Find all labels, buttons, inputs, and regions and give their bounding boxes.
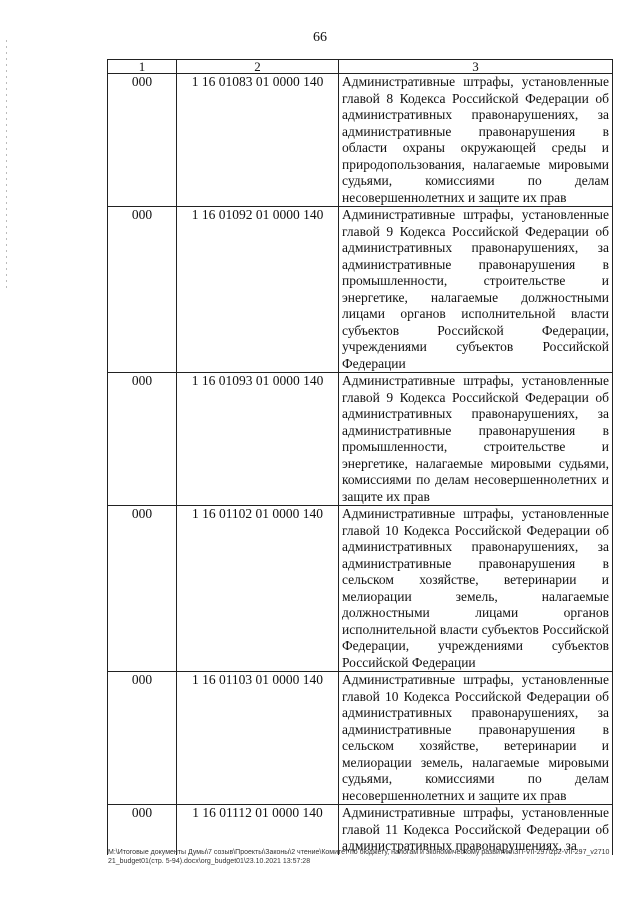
kbk-code-cell: 1 16 01112 01 0000 140	[177, 805, 339, 855]
table-row	[108, 672, 613, 805]
footer-file-path: M:\Итоговые документы Думы\7 созыв\Проекты\Законы\2 чтение\Комитет по бюджету, налогам и экономическому развитию\ЗП-VII-297\zp2-VII-297_v271021_budget01(стр. 5-94).docx\org_budget01\23.10.2021 13:57:28	[108, 849, 610, 865]
admin-code-cell: 000	[108, 805, 177, 855]
kbk-code-cell: 1 16 01092 01 0000 140	[177, 207, 339, 373]
description-cell: Административные штрафы, установленные главой 9 Кодекса Российской Федерации об административных правонарушениях, за административные правонарушения в промышленности, строительстве и энергетике, налагаемые мировыми судьями, комиссиями по делам несовершеннолетних и защите их прав	[339, 373, 613, 506]
admin-code-cell: 000	[108, 74, 177, 207]
kbk-code-cell: 1 16 01102 01 0000 140	[177, 506, 339, 672]
scan-margin-mark	[6, 40, 7, 290]
table-row	[108, 805, 613, 855]
table-row	[108, 506, 613, 672]
column-header-3: 3	[339, 60, 613, 74]
admin-code-cell: 000	[108, 506, 177, 672]
table-row	[108, 74, 613, 207]
table-row	[108, 207, 613, 373]
description-cell: Административные штрафы, установленные главой 8 Кодекса Российской Федерации об административных правонарушениях, за административные правонарушения в области охраны окружающей среды и природопользования, налагаемые мировыми судьями, комиссиями по делам несовершеннолетних и защите их прав	[339, 74, 613, 207]
kbk-code-cell: 1 16 01083 01 0000 140	[177, 74, 339, 207]
description-cell: Административные штрафы, установленные главой 10 Кодекса Российской Федерации об административных правонарушениях, за административные правонарушения в сельском хозяйстве, ветеринарии и мелиорации земель, налагаемые мировыми судьями, комиссиями по делам несовершеннолетних и защите их прав	[339, 672, 613, 805]
kbk-code-cell: 1 16 01093 01 0000 140	[177, 373, 339, 506]
table-row	[108, 373, 613, 506]
table-header-row	[108, 60, 613, 74]
description-cell: Административные штрафы, установленные главой 11 Кодекса Российской Федерации об административных правонарушениях, за	[339, 805, 613, 855]
kbk-code-cell: 1 16 01103 01 0000 140	[177, 672, 339, 805]
description-cell: Административные штрафы, установленные главой 9 Кодекса Российской Федерации об административных правонарушениях, за административные правонарушения в промышленности, строительстве и энергетике, налагаемые должностными лицами органов исполнительной власти субъектов Российской Федерации, учреждениями субъектов Российской Федерации	[339, 207, 613, 373]
budget-code-table	[107, 59, 613, 855]
page-number: 66	[313, 30, 327, 45]
admin-code-cell: 000	[108, 672, 177, 805]
column-header-1: 1	[108, 60, 177, 74]
description-cell: Административные штрафы, установленные главой 10 Кодекса Российской Федерации об административных правонарушениях, за административные правонарушения в сельском хозяйстве, ветеринарии и мелиорации земель, налагаемые должностными лицами органов исполнительной власти субъектов Российской Федерации, учреждениями субъектов Российской Федерации	[339, 506, 613, 672]
admin-code-cell: 000	[108, 207, 177, 373]
column-header-2: 2	[177, 60, 339, 74]
admin-code-cell: 000	[108, 373, 177, 506]
